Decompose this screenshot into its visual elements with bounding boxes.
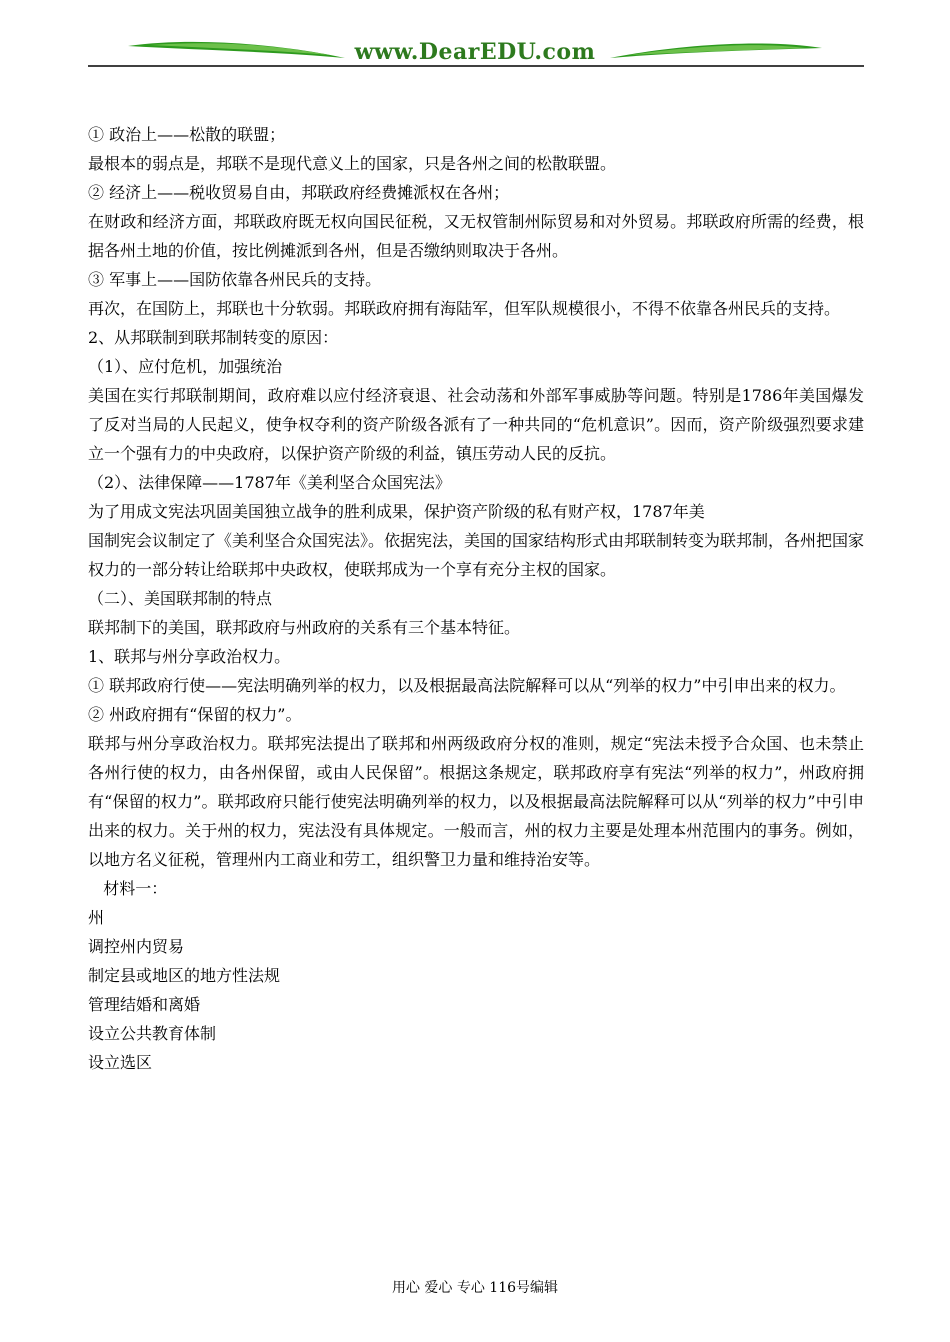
paragraph: 在财政和经济方面，邦联政府既无权向国民征税，又无权管制州际贸易和对外贸易。邦联政府所需的经费，根据各州土地的价值，按比例摊派到各州，但是否缴纳则取决于各州。 bbox=[88, 212, 864, 260]
list-item: 州 bbox=[88, 908, 105, 927]
page-footer: 用心 爱心 专心 116号编辑 bbox=[391, 1280, 559, 1296]
paragraph: 再次，在国防上，邦联也十分软弱。邦联政府拥有海陆军，但军队规模很小，不得不依靠各州民兵的支持。 bbox=[88, 299, 841, 318]
paragraph: 为了用成文宪法巩固美国独立战争的胜利成果，保护资产阶级的私有财产权，1787年美 bbox=[88, 502, 705, 521]
list-item: 调控州内贸易 bbox=[88, 937, 185, 956]
paragraph: 联邦制下的美国，联邦政府与州政府的关系有三个基本特征。 bbox=[88, 618, 521, 637]
paragraph: （二）、美国联邦制的特点 bbox=[88, 589, 273, 608]
list-item: 设立选区 bbox=[88, 1053, 153, 1072]
list-item: 管理结婚和离婚 bbox=[88, 995, 201, 1014]
paragraph: （2）、法律保障——1787年《美利坚合众国宪法》 bbox=[88, 473, 451, 492]
paragraph: ① 联邦政府行使——宪法明确列举的权力，以及根据最高法院解释可以从“列举的权力”中引申出来的权力。 bbox=[88, 676, 846, 695]
list-item: 设立公共教育体制 bbox=[88, 1024, 217, 1043]
paragraph: 2、从邦联制到联邦制转变的原因： bbox=[88, 328, 339, 347]
paragraph: 1、联邦与州分享政治权力。 bbox=[88, 647, 291, 666]
site-logo-text: www.DearEDU.com bbox=[354, 39, 596, 65]
paragraph: 材料一： bbox=[88, 879, 168, 898]
paragraph: 联邦与州分享政治权力。联邦宪法提出了联邦和州两级政府分权的准则，规定“宪法未授予合众国、也未禁止各州行使的权力，由各州保留，或由人民保留”。根据这条规定，联邦政府享有宪法“列举的权力”，州政府拥有“保留的权力”。联邦政府只能行使宪法明确列举的权力，以及根据最高法院解释可以从“列举的权力”中引申出来的权力。关于州的权力，宪法没有具体规定。一般而言，州的权力主要是处理本州范围内的事务。例如，以地方名义征税，管理州内工商业和劳工，组织警卫力量和维持治安等。 bbox=[88, 734, 864, 869]
paragraph: ② 经济上——税收贸易自由，邦联政府经费摊派权在各州； bbox=[88, 183, 510, 202]
paragraph: ② 州政府拥有“保留的权力”。 bbox=[88, 705, 302, 724]
paragraph: 美国在实行邦联制期间，政府难以应付经济衰退、社会动荡和外部军事威胁等问题。特别是1786年美国爆发了反对当局的人民起义，使争权夺利的资产阶级各派有了一种共同的“危机意识”。因而，资产阶级强烈要求建立一个强有力的中央政府，以保护资产阶级的利益，镇压劳动人民的反抗。 bbox=[88, 386, 864, 463]
paragraph: ③ 军事上——国防依靠各州民兵的支持。 bbox=[88, 270, 382, 289]
paragraph: （1）、应付危机，加强统治 bbox=[88, 357, 283, 376]
paragraph: 最根本的弱点是，邦联不是现代意义上的国家，只是各州之间的松散联盟。 bbox=[88, 154, 617, 173]
page-header bbox=[0, 0, 950, 80]
list-item: 制定县或地区的地方性法规 bbox=[88, 966, 281, 985]
paragraph: ① 政治上——松散的联盟； bbox=[88, 125, 286, 144]
paragraph: 国制宪会议制定了《美利坚合众国宪法》。依据宪法，美国的国家结构形式由邦联制转变为联邦制，各州把国家权力的一部分转让给联邦中央政权，使联邦成为一个享有充分主权的国家。 bbox=[88, 531, 865, 579]
document-body bbox=[88, 120, 864, 1077]
